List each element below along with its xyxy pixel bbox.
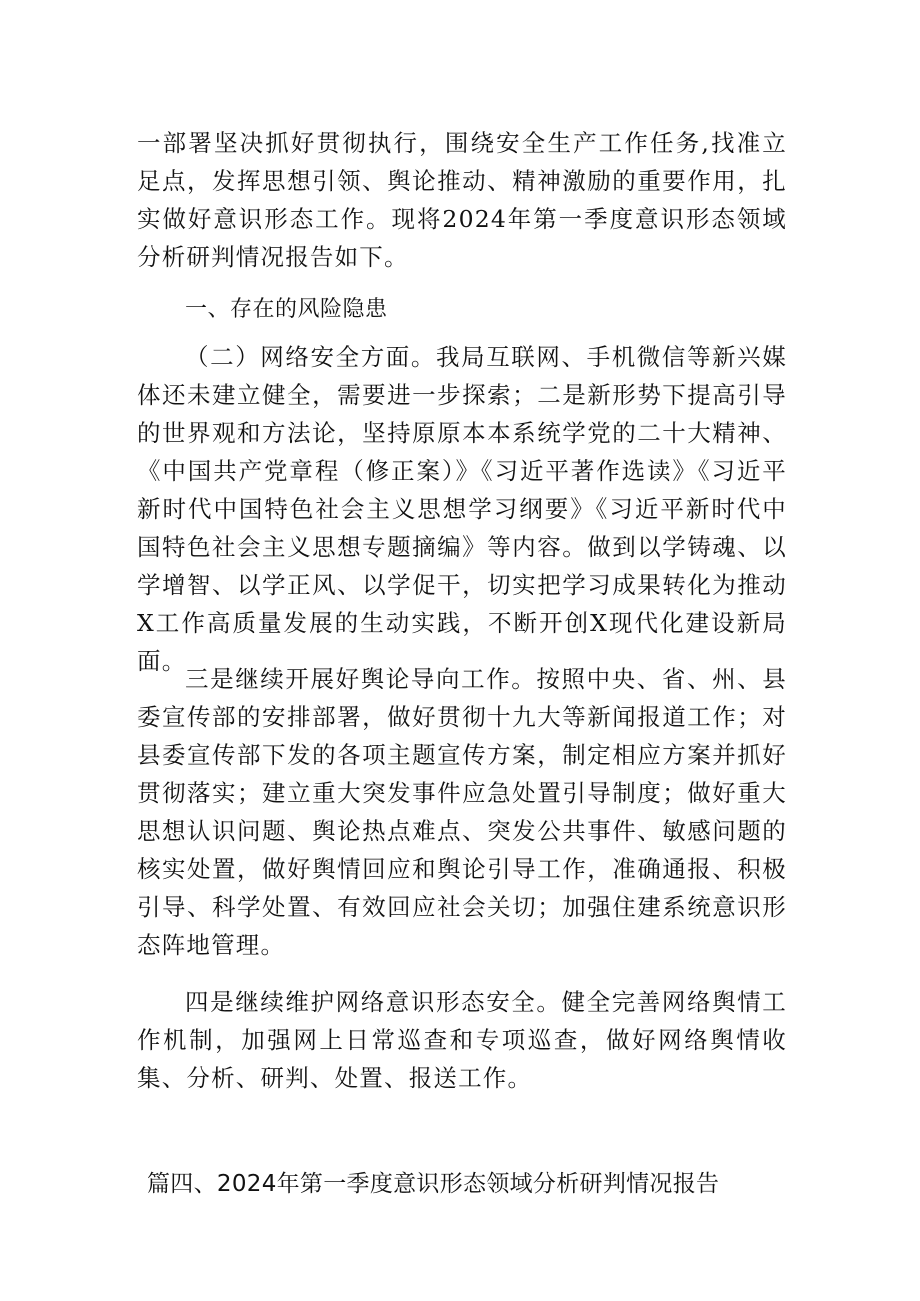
body-paragraph-2: （二）网络安全方面。我局互联网、手机微信等新兴媒体还未建立健全，需要进一步探索；二是新形势下提高引导的世界观和方法论，坚持原原本本系统学党的二十大精神、《中国共产党章程（修正案）》《习近平著作选读》《习近平新时代中国特色社会主义思想学习纲要》《习近平新时代中国特色社会主义思想专题摘编》等内容。做到以学铸魂、以学增智、以学正风、以学促干，切实把学习成果转化为推动X工作高质量发展的生动实践，不断开创X现代化建设新局面。 xyxy=(137,343,787,675)
next-article-title: 篇四、2024年第一季度意识形态领域分析研判情况报告 xyxy=(147,1171,720,1197)
body-paragraph-1: 一部署坚决抓好贯彻执行，围绕安全生产工作任务,找准立足点，发挥思想引领、舆论推动、精神激励的重要作用，扎实做好意识形态工作。现将2024年第一季度意识形态领域分析研判情况报告如下。 xyxy=(137,129,787,271)
body-paragraph-3: 三是继续开展好舆论导向工作。按照中央、省、州、县委宣传部的安排部署，做好贯彻十九大等新闻报道工作；对县委宣传部下发的各项主题宣传方案，制定相应方案并抓好贯彻落实；建立重大突发事件应急处置引导制度；做好重大思想认识问题、舆论热点难点、突发公共事件、敏感问题的核实处置，做好舆情回应和舆论引导工作，准确通报、积极引导、科学处置、有效回应社会关切；加强住建系统意识形态阵地管理。 xyxy=(137,665,787,959)
section-heading: 一、存在的风险隐患 xyxy=(185,297,388,322)
body-paragraph-4: 四是继续维护网络意识形态安全。健全完善网络舆情工作机制，加强网上日常巡查和专项巡查，做好网络舆情收集、分析、研判、处置、报送工作。 xyxy=(137,988,787,1092)
